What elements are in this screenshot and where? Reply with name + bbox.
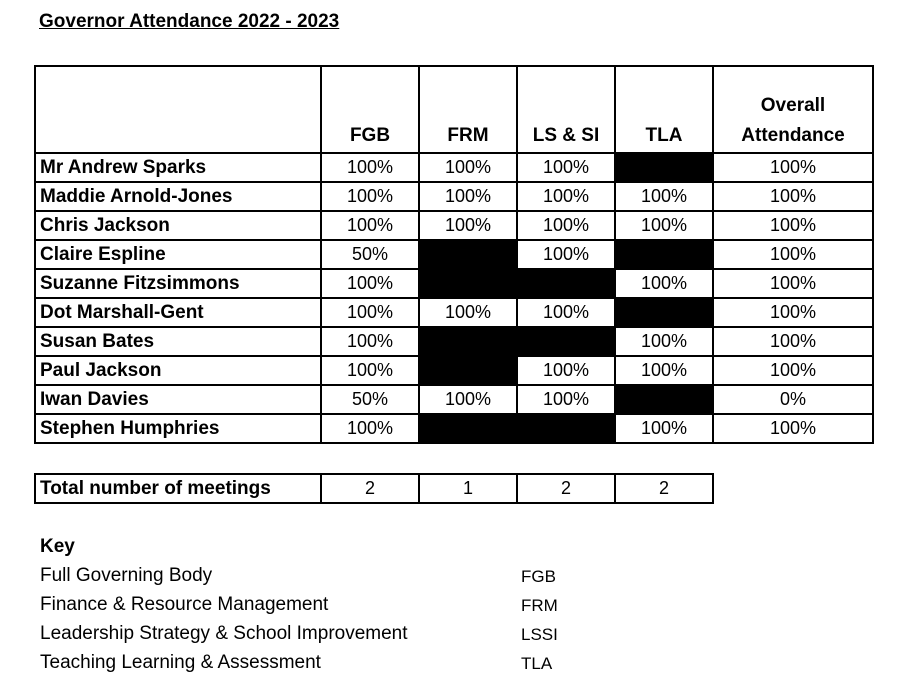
key-item-name: Leadership Strategy & School Improvement [40,623,408,644]
table-row [35,356,873,385]
overall-cell: 100% [713,240,873,269]
tla-cell: 100% [615,327,713,356]
fgb-cell: 100% [321,298,419,327]
header-lssi: LS & SI [517,66,615,153]
header-tla: TLA [615,66,713,153]
page-title: Governor Attendance 2022 - 2023 [39,11,340,32]
fgb-cell: 100% [321,269,419,298]
overall-cell: 0% [713,385,873,414]
table-row [35,182,873,211]
lssi-cell: 100% [517,153,615,182]
tla-cell: 100% [615,211,713,240]
not-applicable-cell [615,153,713,182]
key-item-name: Teaching Learning & Assessment [40,652,321,673]
lssi-cell: 100% [517,385,615,414]
not-applicable-cell [517,269,615,298]
key-heading: Key [40,536,75,557]
key-item-abbr: LSSI [521,625,558,644]
overall-cell: 100% [713,298,873,327]
header-fgb: FGB [321,66,419,153]
governor-name: Suzanne Fitzsimmons [35,269,321,298]
key-item-abbr: FRM [521,596,558,615]
table-row [35,240,873,269]
totals-label: Total number of meetings [35,474,321,503]
tla-cell: 100% [615,356,713,385]
overall-cell: 100% [713,327,873,356]
key-item-abbr: TLA [521,654,553,673]
overall-cell: 100% [713,269,873,298]
key-item-name: Full Governing Body [40,565,213,586]
totals-lssi: 2 [517,474,615,503]
not-applicable-cell [419,414,517,443]
table-row [35,269,873,298]
not-applicable-cell [419,356,517,385]
not-applicable-cell [419,327,517,356]
attendance-table [34,65,874,444]
lssi-cell: 100% [517,356,615,385]
header-overall-line1: Overall [760,95,826,116]
fgb-cell: 50% [321,385,419,414]
header-overall [713,66,873,153]
totals-tla: 2 [615,474,713,503]
fgb-cell: 100% [321,211,419,240]
not-applicable-cell [419,269,517,298]
governor-name: Mr Andrew Sparks [35,153,321,182]
not-applicable-cell [517,327,615,356]
lssi-cell: 100% [517,211,615,240]
governor-name: Susan Bates [35,327,321,356]
fgb-cell: 100% [321,356,419,385]
overall-cell: 100% [713,211,873,240]
governor-name: Paul Jackson [35,356,321,385]
fgb-cell: 100% [321,327,419,356]
not-applicable-cell [615,240,713,269]
lssi-cell: 100% [517,182,615,211]
header-row [35,66,873,153]
table-row [35,153,873,182]
overall-cell: 100% [713,356,873,385]
not-applicable-cell [615,385,713,414]
fgb-cell: 100% [321,182,419,211]
key-item-abbr: FGB [521,567,556,586]
frm-cell: 100% [419,182,517,211]
tla-cell: 100% [615,182,713,211]
governor-name: Dot Marshall-Gent [35,298,321,327]
fgb-cell: 100% [321,153,419,182]
frm-cell: 100% [419,298,517,327]
totals-fgb: 2 [321,474,419,503]
key-item-name: Finance & Resource Management [40,594,329,615]
totals-row [35,474,713,503]
not-applicable-cell [517,414,615,443]
governor-name: Iwan Davies [35,385,321,414]
header-frm: FRM [419,66,517,153]
totals-frm: 1 [419,474,517,503]
table-row [35,298,873,327]
header-overall-line2: Attendance [741,125,845,146]
fgb-cell: 100% [321,414,419,443]
lssi-cell: 100% [517,240,615,269]
table-row [35,327,873,356]
governor-name: Maddie Arnold-Jones [35,182,321,211]
governor-name: Chris Jackson [35,211,321,240]
lssi-cell: 100% [517,298,615,327]
tla-cell: 100% [615,269,713,298]
frm-cell: 100% [419,385,517,414]
table-row [35,414,873,443]
overall-cell: 100% [713,153,873,182]
frm-cell: 100% [419,211,517,240]
overall-cell: 100% [713,182,873,211]
table-row [35,385,873,414]
tla-cell: 100% [615,414,713,443]
governor-name: Claire Espline [35,240,321,269]
table-row [35,211,873,240]
header-name-cell [35,66,321,153]
frm-cell: 100% [419,153,517,182]
totals-table [34,473,714,504]
not-applicable-cell [419,240,517,269]
not-applicable-cell [615,298,713,327]
overall-cell: 100% [713,414,873,443]
governor-name: Stephen Humphries [35,414,321,443]
fgb-cell: 50% [321,240,419,269]
